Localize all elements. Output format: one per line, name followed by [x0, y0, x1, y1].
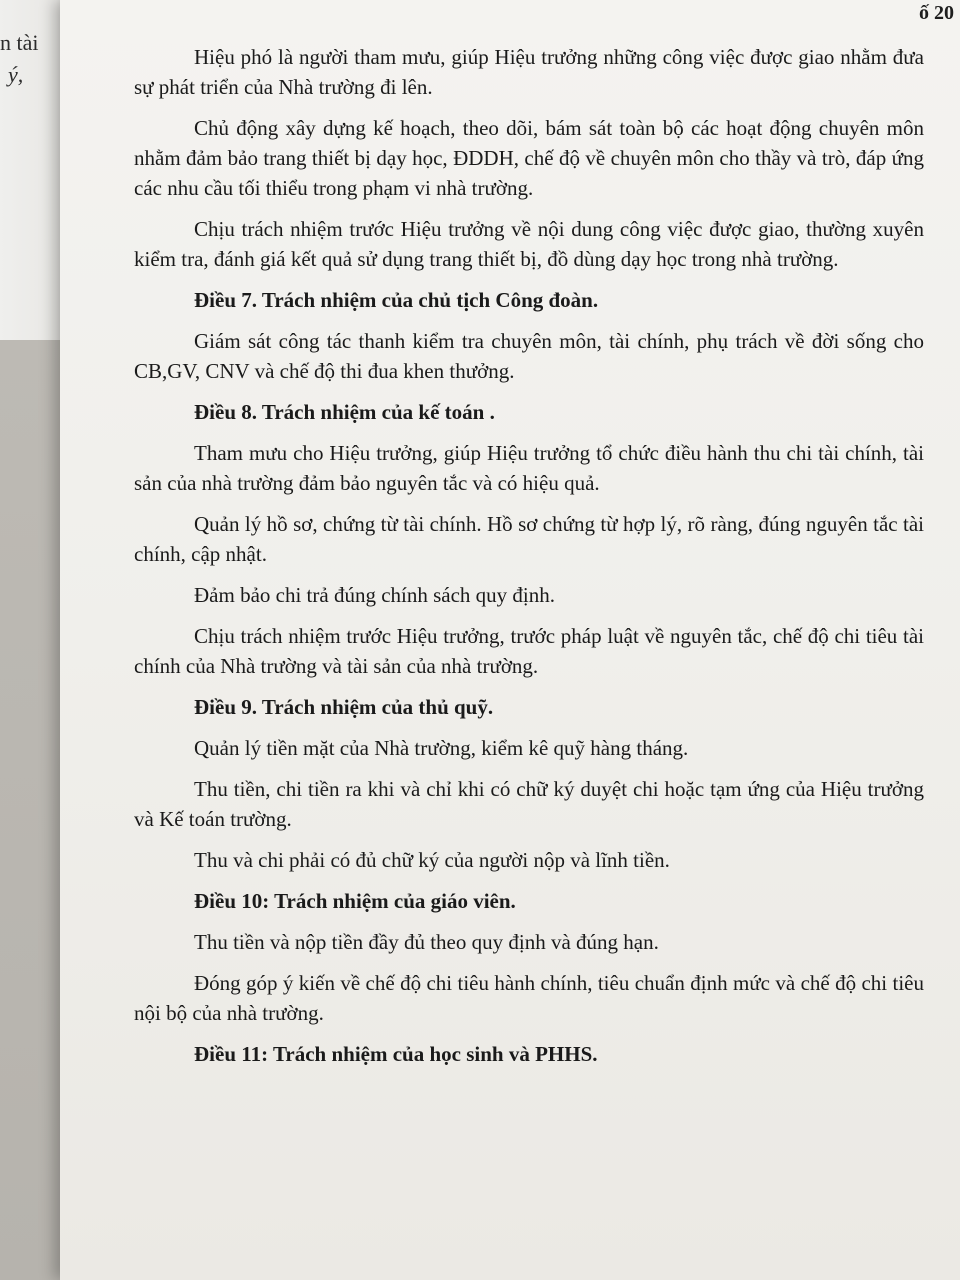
paragraph: Quản lý hồ sơ, chứng từ tài chính. Hồ sơ chứng từ hợp lý, rõ ràng, đúng nguyên tắc tài chính, cập nhật. — [134, 512, 924, 566]
paragraph: Đảm bảo chi trả đúng chính sách quy định. — [194, 583, 555, 607]
article-heading: Điều 7. Trách nhiệm của chủ tịch Công đoàn. — [194, 288, 599, 312]
paragraph: Thu và chi phải có đủ chữ ký của người nộp và lĩnh tiền. — [194, 848, 670, 872]
paragraph: Quản lý tiền mặt của Nhà trường, kiểm kê quỹ hàng tháng. — [194, 736, 689, 760]
paragraph: Hiệu phó là người tham mưu, giúp Hiệu trưởng những công việc được giao nhằm đưa sự phát triển của Nhà trường đi lên. — [134, 45, 924, 99]
article-heading: Điều 10: Trách nhiệm của giáo viên. — [194, 889, 516, 913]
document-body — [134, 42, 924, 1080]
left-page-fragment: n tài — [0, 30, 39, 55]
paragraph: Đóng góp ý kiến về chế độ chi tiêu hành chính, tiêu chuẩn định mức và chế độ chi tiêu nội bộ của nhà trường. — [134, 971, 924, 1025]
paragraph: Thu tiền và nộp tiền đầy đủ theo quy định và đúng hạn. — [194, 930, 659, 954]
paragraph: Chủ động xây dựng kế hoạch, theo dõi, bám sát toàn bộ các hoạt động chuyên môn nhằm đảm bảo trang thiết bị dạy học, ĐDDH, chế độ về chuyên môn cho thầy và trò, đáp ứng các nhu cầu tối thiểu trong phạm vi nhà trường. — [134, 116, 924, 200]
document-page — [60, 0, 960, 1280]
article-heading: Điều 9. Trách nhiệm của thủ quỹ. — [194, 695, 494, 719]
paragraph: Chịu trách nhiệm trước Hiệu trưởng về nội dung công việc được giao, thường xuyên kiểm tra, đánh giá kết quả sử dụng trang thiết bị, đồ dùng dạy học trong nhà trường. — [134, 217, 924, 271]
paragraph: Chịu trách nhiệm trước Hiệu trưởng, trước pháp luật về nguyên tắc, chế độ chi tiêu tài chính của Nhà trường và tài sản của nhà trường. — [134, 624, 924, 678]
article-heading: Điều 11: Trách nhiệm của học sinh và PHHS. — [194, 1042, 598, 1066]
paragraph: Thu tiền, chi tiền ra khi và chỉ khi có chữ ký duyệt chi hoặc tạm ứng của Hiệu trưởng và Kế toán trường. — [134, 777, 924, 831]
page-number: ố 20 — [919, 2, 954, 24]
article-heading: Điều 8. Trách nhiệm của kế toán . — [194, 400, 495, 424]
paragraph: Tham mưu cho Hiệu trưởng, giúp Hiệu trưởng tổ chức điều hành thu chi tài chính, tài sản của nhà trường đảm bảo nguyên tắc và có hiệu quả. — [134, 441, 924, 495]
paragraph: Giám sát công tác thanh kiểm tra chuyên môn, tài chính, phụ trách về đời sống cho CB,GV, CNV và chế độ thi đua khen thưởng. — [134, 329, 924, 383]
left-page-fragment: ý, — [8, 62, 24, 87]
